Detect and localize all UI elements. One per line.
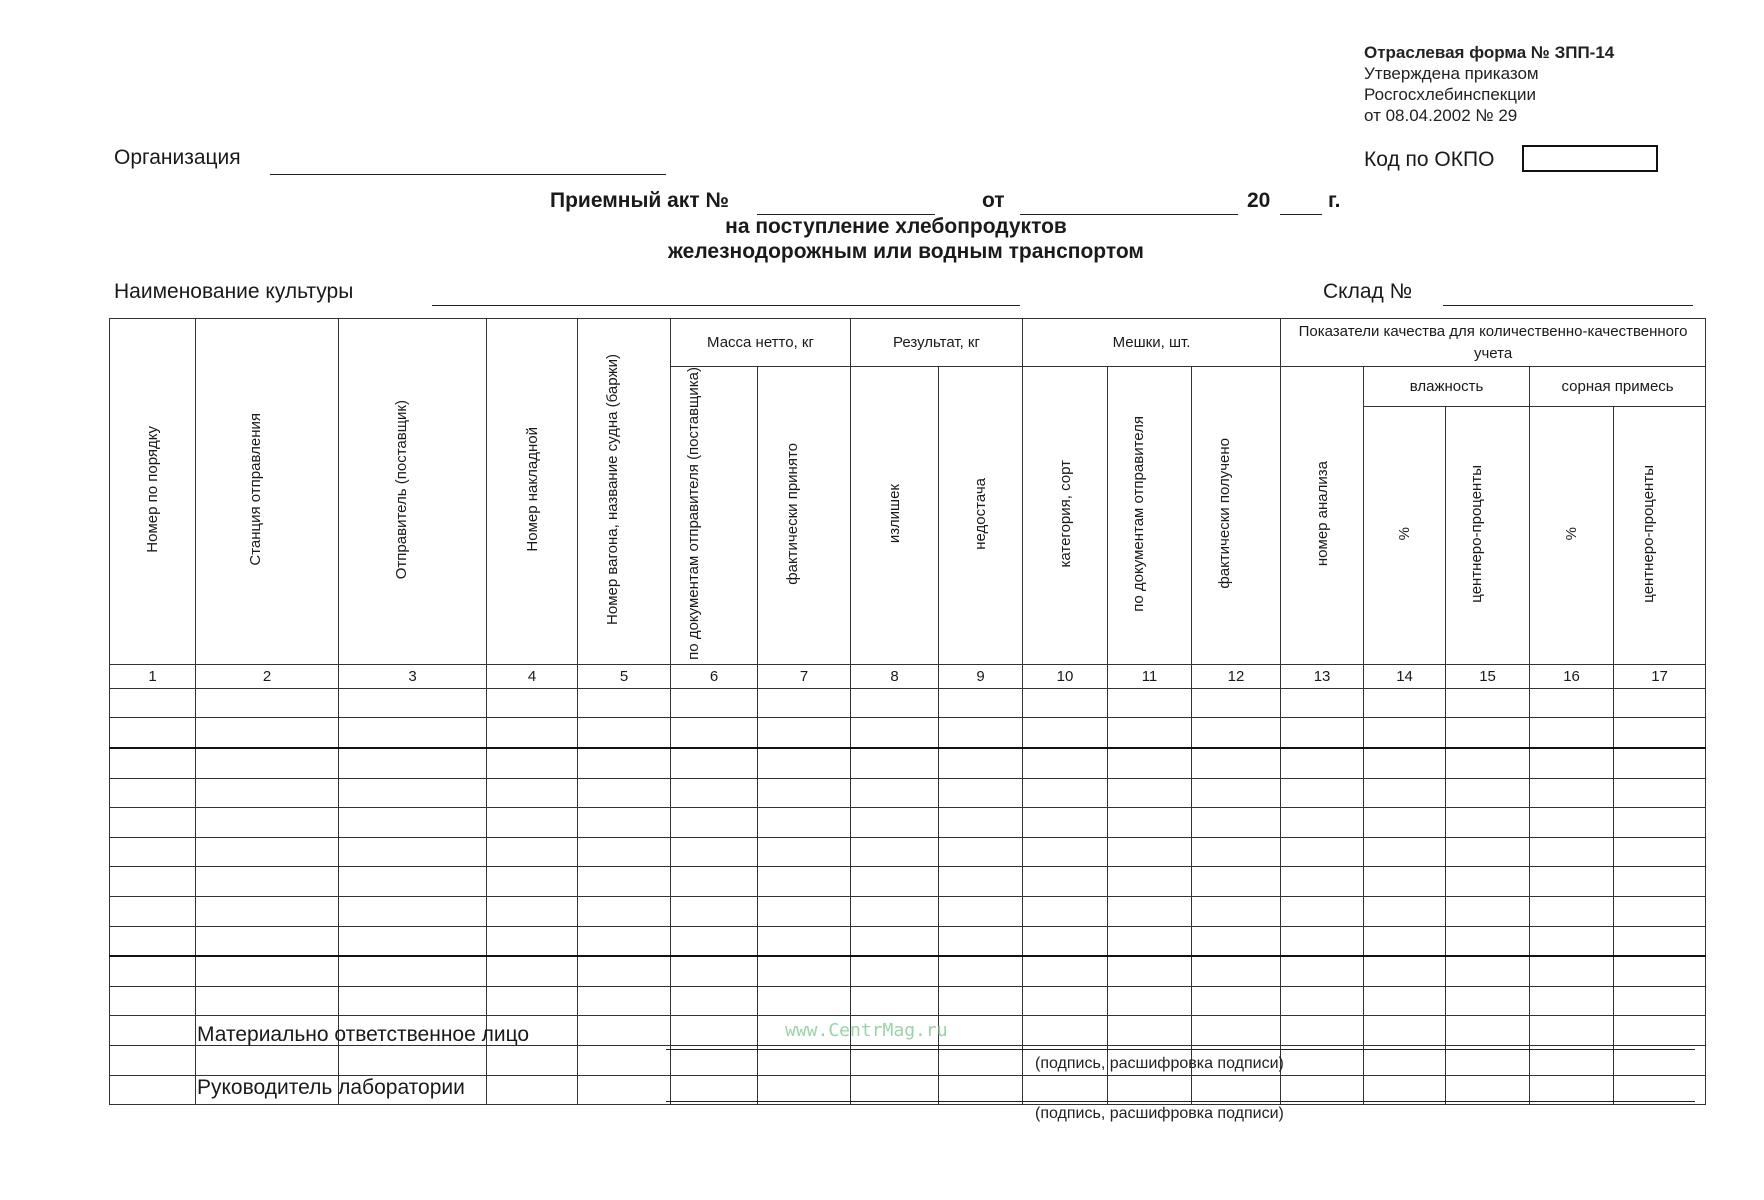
table-cell[interactable] — [1614, 718, 1706, 748]
title-line-2-text: на поступление хлебопродуктов — [725, 215, 1067, 238]
table-cell[interactable] — [1364, 688, 1446, 718]
table-cell[interactable] — [1530, 718, 1614, 748]
table-cell[interactable] — [1446, 986, 1530, 1016]
column-number: 11 — [1108, 664, 1192, 688]
responsible-person-label: Материально ответственное лицо — [197, 1023, 530, 1046]
column-number: 8 — [851, 664, 939, 688]
table-cell[interactable] — [1192, 748, 1281, 778]
column-number: 15 — [1446, 664, 1530, 688]
table-cell[interactable] — [1530, 837, 1614, 867]
table-cell[interactable] — [487, 748, 578, 778]
col-header-17: центнеро-проценты — [1614, 407, 1706, 665]
form-number: Отраслевая форма № ЗПП-14 — [1364, 43, 1615, 62]
table-cell[interactable] — [339, 896, 487, 926]
table-cell[interactable] — [758, 688, 851, 718]
table-cell[interactable] — [671, 926, 758, 956]
table-cell[interactable] — [1108, 688, 1192, 718]
table-cell[interactable] — [1614, 688, 1706, 718]
table-cell[interactable] — [110, 1075, 196, 1105]
table-cell[interactable] — [1281, 688, 1364, 718]
table-cell[interactable] — [110, 1016, 196, 1046]
table-cell[interactable] — [487, 867, 578, 897]
table-cell[interactable] — [671, 748, 758, 778]
column-number: 4 — [487, 664, 578, 688]
signature-caption: (подпись, расшифровка подписи) — [1035, 1105, 1284, 1122]
table-cell[interactable] — [487, 837, 578, 867]
table-cell[interactable] — [851, 808, 939, 838]
col-header-4: Номер накладной — [487, 319, 578, 665]
table-cell[interactable] — [196, 896, 339, 926]
table-cell[interactable] — [939, 718, 1023, 748]
table-cell[interactable] — [939, 778, 1023, 808]
table-cell[interactable] — [110, 718, 196, 748]
table-cell[interactable] — [851, 986, 939, 1016]
table-cell[interactable] — [1192, 956, 1281, 986]
form-approved-line: Утверждена приказом — [1364, 64, 1539, 83]
table-cell[interactable] — [671, 808, 758, 838]
group-header-quality: Показатели качества для количественно-качественного учета — [1281, 319, 1706, 367]
table-cell[interactable] — [487, 926, 578, 956]
table-row — [110, 896, 1706, 926]
table-cell[interactable] — [939, 808, 1023, 838]
table-cell[interactable] — [1192, 778, 1281, 808]
table-cell[interactable] — [1108, 748, 1192, 778]
table-cell[interactable] — [758, 926, 851, 956]
table-cell[interactable] — [578, 956, 671, 986]
table-cell[interactable] — [1281, 718, 1364, 748]
table-cell[interactable] — [1364, 1016, 1446, 1046]
table-cell[interactable] — [758, 808, 851, 838]
table-cell[interactable] — [1192, 926, 1281, 956]
table-row — [110, 808, 1706, 838]
table-cell[interactable] — [1446, 778, 1530, 808]
lab-head-signature-field[interactable] — [666, 1101, 1695, 1102]
table-cell[interactable] — [1614, 896, 1706, 926]
table-cell[interactable] — [758, 748, 851, 778]
table-cell[interactable] — [339, 956, 487, 986]
table-cell[interactable] — [578, 926, 671, 956]
table-cell[interactable] — [851, 956, 939, 986]
col-header-12: фактически получено — [1192, 367, 1281, 665]
table-cell[interactable] — [1281, 867, 1364, 897]
table-cell[interactable] — [578, 1075, 671, 1105]
col-header-1: Номер по порядку — [110, 319, 196, 665]
acceptance-table — [109, 318, 1706, 1105]
okpo-label: Код по ОКПО — [1364, 148, 1495, 171]
year-prefix: 20 — [1247, 189, 1271, 212]
title-line-3-text: железнодорожным или водным транспортом — [668, 240, 1144, 263]
year-suffix: г. — [1328, 189, 1341, 212]
table-cell[interactable] — [487, 1075, 578, 1105]
table-cell[interactable] — [1446, 748, 1530, 778]
table-cell[interactable] — [110, 837, 196, 867]
table-cell[interactable] — [487, 986, 578, 1016]
table-cell[interactable] — [1108, 867, 1192, 897]
table-row — [110, 718, 1706, 748]
title-line-2 — [0, 215, 1764, 239]
column-number: 1 — [110, 664, 196, 688]
table-cell[interactable] — [1023, 808, 1108, 838]
table-cell[interactable] — [110, 986, 196, 1016]
table-cell[interactable] — [671, 1016, 758, 1046]
table-cell[interactable] — [196, 837, 339, 867]
table-cell[interactable] — [110, 956, 196, 986]
table-cell[interactable] — [671, 688, 758, 718]
column-number: 5 — [578, 664, 671, 688]
table-cell[interactable] — [339, 986, 487, 1016]
table-cell[interactable] — [1446, 926, 1530, 956]
table-cell[interactable] — [1192, 837, 1281, 867]
table-cell[interactable] — [487, 1045, 578, 1075]
table-cell[interactable] — [578, 1045, 671, 1075]
table-cell[interactable] — [671, 718, 758, 748]
table-cell[interactable] — [1530, 1016, 1614, 1046]
table-cell[interactable] — [578, 867, 671, 897]
col-header-5: Номер вагона, название судна (баржи) — [578, 319, 671, 665]
table-cell[interactable] — [851, 926, 939, 956]
table-cell[interactable] — [578, 808, 671, 838]
column-numbers-row — [110, 664, 1706, 688]
table-cell[interactable] — [578, 688, 671, 718]
col-header-3: Отправитель (поставщик) — [339, 319, 487, 665]
table-cell[interactable] — [758, 778, 851, 808]
table-cell[interactable] — [1023, 956, 1108, 986]
organization-label: Организация — [114, 146, 241, 169]
table-cell[interactable] — [339, 688, 487, 718]
group-header-bags: Мешки, шт. — [1023, 319, 1281, 367]
column-number: 14 — [1364, 664, 1446, 688]
table-cell[interactable] — [1446, 1016, 1530, 1046]
table-cell[interactable] — [939, 837, 1023, 867]
table-cell[interactable] — [1530, 867, 1614, 897]
table-cell[interactable] — [1023, 688, 1108, 718]
culture-field[interactable] — [432, 305, 1020, 306]
table-cell[interactable] — [1446, 718, 1530, 748]
table-cell[interactable] — [1192, 986, 1281, 1016]
table-cell[interactable] — [939, 1016, 1023, 1046]
table-cell[interactable] — [671, 867, 758, 897]
table-cell[interactable] — [578, 837, 671, 867]
table-cell[interactable] — [1192, 1016, 1281, 1046]
lab-head-label: Руководитель лаборатории — [197, 1076, 465, 1099]
table-cell[interactable] — [1023, 778, 1108, 808]
table-cell[interactable] — [939, 956, 1023, 986]
table-cell[interactable] — [1108, 926, 1192, 956]
table-cell[interactable] — [1446, 867, 1530, 897]
table-cell[interactable] — [110, 778, 196, 808]
table-cell[interactable] — [1192, 718, 1281, 748]
table-cell[interactable] — [1530, 688, 1614, 718]
table-cell[interactable] — [939, 748, 1023, 778]
column-number: 17 — [1614, 664, 1706, 688]
table-cell[interactable] — [1364, 748, 1446, 778]
col-header-9: недостача — [939, 367, 1023, 665]
table-cell[interactable] — [671, 986, 758, 1016]
table-cell[interactable] — [939, 688, 1023, 718]
table-cell[interactable] — [196, 748, 339, 778]
table-cell[interactable] — [196, 688, 339, 718]
table-cell[interactable] — [758, 956, 851, 986]
table-cell[interactable] — [671, 837, 758, 867]
table-cell[interactable] — [851, 896, 939, 926]
table-cell[interactable] — [1364, 926, 1446, 956]
table-cell[interactable] — [939, 867, 1023, 897]
subgroup-impurity: сорная примесь — [1530, 367, 1706, 407]
table-cell[interactable] — [851, 748, 939, 778]
table-cell[interactable] — [339, 808, 487, 838]
table-cell[interactable] — [578, 748, 671, 778]
table-cell[interactable] — [939, 896, 1023, 926]
table-cell[interactable] — [110, 808, 196, 838]
table-cell[interactable] — [1446, 956, 1530, 986]
table-cell[interactable] — [1614, 867, 1706, 897]
table-cell[interactable] — [578, 1016, 671, 1046]
column-number: 9 — [939, 664, 1023, 688]
table-cell[interactable] — [339, 778, 487, 808]
table-cell[interactable] — [851, 718, 939, 748]
table-cell[interactable] — [939, 926, 1023, 956]
table-cell[interactable] — [939, 986, 1023, 1016]
table-cell[interactable] — [487, 896, 578, 926]
table-cell[interactable] — [110, 896, 196, 926]
table-cell[interactable] — [339, 926, 487, 956]
form-info — [1364, 42, 1614, 126]
col-header-13: номер анализа — [1281, 367, 1364, 665]
table-cell[interactable] — [1023, 986, 1108, 1016]
table-row — [110, 986, 1706, 1016]
col-header-2: Станция отправления — [196, 319, 339, 665]
table-cell[interactable] — [1192, 808, 1281, 838]
table-cell[interactable] — [1530, 896, 1614, 926]
table-cell[interactable] — [1281, 748, 1364, 778]
table-cell[interactable] — [1192, 867, 1281, 897]
table-cell[interactable] — [1614, 837, 1706, 867]
group-header-mass: Масса нетто, кг — [671, 319, 851, 367]
table-cell[interactable] — [1530, 986, 1614, 1016]
column-number: 10 — [1023, 664, 1108, 688]
table-cell[interactable] — [339, 748, 487, 778]
table-cell[interactable] — [1364, 986, 1446, 1016]
table-cell[interactable] — [339, 1045, 487, 1075]
table-cell[interactable] — [1281, 986, 1364, 1016]
table-cell[interactable] — [196, 778, 339, 808]
table-cell[interactable] — [1614, 808, 1706, 838]
table-cell[interactable] — [1108, 986, 1192, 1016]
table-row — [110, 837, 1706, 867]
column-number: 16 — [1530, 664, 1614, 688]
table-cell[interactable] — [1192, 896, 1281, 926]
table-cell[interactable] — [196, 926, 339, 956]
table-cell[interactable] — [487, 808, 578, 838]
table-cell[interactable] — [578, 718, 671, 748]
table-row — [110, 748, 1706, 778]
table-cell[interactable] — [1364, 778, 1446, 808]
table-cell[interactable] — [1364, 896, 1446, 926]
form-order-line: от 08.04.2002 № 29 — [1364, 106, 1518, 125]
table-cell[interactable] — [671, 778, 758, 808]
table-cell[interactable] — [758, 896, 851, 926]
table-cell[interactable] — [1446, 896, 1530, 926]
table-cell[interactable] — [1614, 748, 1706, 778]
table-cell[interactable] — [1614, 778, 1706, 808]
column-number: 7 — [758, 664, 851, 688]
table-cell[interactable] — [1023, 867, 1108, 897]
form-authority-line: Росгосхлебинспекции — [1364, 85, 1536, 104]
column-number: 6 — [671, 664, 758, 688]
table-cell[interactable] — [1281, 926, 1364, 956]
table-cell[interactable] — [1108, 718, 1192, 748]
table-cell[interactable] — [1446, 808, 1530, 838]
column-number: 2 — [196, 664, 339, 688]
table-cell[interactable] — [758, 867, 851, 897]
table-cell[interactable] — [578, 778, 671, 808]
col-header-7: фактически принято — [758, 367, 851, 665]
table-cell[interactable] — [1023, 896, 1108, 926]
column-number: 12 — [1192, 664, 1281, 688]
table-cell[interactable] — [1530, 808, 1614, 838]
table-cell[interactable] — [578, 896, 671, 926]
table-cell[interactable] — [487, 718, 578, 748]
table-cell[interactable] — [196, 1045, 339, 1075]
table-row — [110, 778, 1706, 808]
table-cell[interactable] — [1530, 956, 1614, 986]
table-cell[interactable] — [1108, 778, 1192, 808]
warehouse-label: Склад № — [1323, 280, 1413, 303]
table-cell[interactable] — [758, 986, 851, 1016]
table-cell[interactable] — [671, 896, 758, 926]
table-cell[interactable] — [110, 867, 196, 897]
table-cell[interactable] — [1281, 778, 1364, 808]
table-row — [110, 688, 1706, 718]
table-cell[interactable] — [851, 688, 939, 718]
table-cell[interactable] — [1023, 926, 1108, 956]
table-row — [110, 956, 1706, 986]
col-header-14: % — [1364, 407, 1446, 665]
table-cell[interactable] — [1614, 1016, 1706, 1046]
col-header-6: по документам отправителя (поставщика) — [671, 367, 758, 665]
organization-field[interactable] — [270, 174, 666, 175]
table-cell[interactable] — [1108, 837, 1192, 867]
table-cell[interactable] — [339, 867, 487, 897]
table-cell[interactable] — [339, 837, 487, 867]
table-cell[interactable] — [1281, 956, 1364, 986]
table-cell[interactable] — [1530, 778, 1614, 808]
table-cell[interactable] — [1364, 718, 1446, 748]
table-cell[interactable] — [487, 778, 578, 808]
table-cell[interactable] — [1023, 718, 1108, 748]
table-cell[interactable] — [1023, 748, 1108, 778]
table-cell[interactable] — [1364, 867, 1446, 897]
culture-label: Наименование культуры — [114, 280, 354, 303]
table-cell[interactable] — [1192, 688, 1281, 718]
table-cell[interactable] — [1614, 956, 1706, 986]
table-cell[interactable] — [339, 718, 487, 748]
column-number: 13 — [1281, 664, 1364, 688]
table-cell[interactable] — [196, 986, 339, 1016]
table-cell[interactable] — [1446, 688, 1530, 718]
table-cell[interactable] — [1364, 956, 1446, 986]
signature-caption: (подпись, расшифровка подписи) — [1035, 1055, 1284, 1072]
table-cell[interactable] — [1614, 926, 1706, 956]
col-header-8: излишек — [851, 367, 939, 665]
col-header-15: центнеро-проценты — [1446, 407, 1530, 665]
table-cell[interactable] — [671, 956, 758, 986]
col-header-10: категория, сорт — [1023, 367, 1108, 665]
table-cell[interactable] — [1281, 1016, 1364, 1046]
table-cell[interactable] — [1108, 896, 1192, 926]
table-cell[interactable] — [110, 688, 196, 718]
subgroup-humidity: влажность — [1364, 367, 1530, 407]
table-cell[interactable] — [196, 718, 339, 748]
table-cell[interactable] — [758, 718, 851, 748]
date-from-label: от — [982, 189, 1005, 212]
okpo-field[interactable] — [1522, 145, 1658, 172]
column-number: 3 — [339, 664, 487, 688]
table-cell[interactable] — [1364, 837, 1446, 867]
table-cell[interactable] — [196, 808, 339, 838]
table-cell[interactable] — [851, 837, 939, 867]
table-row — [110, 926, 1706, 956]
table-cell[interactable] — [110, 1045, 196, 1075]
table-cell[interactable] — [487, 956, 578, 986]
table-cell[interactable] — [1446, 837, 1530, 867]
table-cell[interactable] — [1614, 986, 1706, 1016]
table-cell[interactable] — [1530, 748, 1614, 778]
table-cell[interactable] — [1281, 808, 1364, 838]
table-cell[interactable] — [1108, 956, 1192, 986]
watermark: www.CentrMag.ru — [785, 1020, 948, 1041]
table-cell[interactable] — [1281, 896, 1364, 926]
responsible-signature-field[interactable] — [666, 1049, 1695, 1050]
table-cell[interactable] — [1108, 1016, 1192, 1046]
table-cell[interactable] — [1023, 1016, 1108, 1046]
group-header-result: Результат, кг — [851, 319, 1023, 367]
table-cell[interactable] — [487, 688, 578, 718]
table-cell[interactable] — [196, 867, 339, 897]
title-line-3 — [0, 240, 1764, 264]
warehouse-field[interactable] — [1443, 305, 1693, 306]
table-cell[interactable] — [110, 926, 196, 956]
table-cell[interactable] — [851, 867, 939, 897]
table-cell[interactable] — [578, 986, 671, 1016]
table-cell[interactable] — [758, 837, 851, 867]
table-cell[interactable] — [1281, 837, 1364, 867]
col-header-16: % — [1530, 407, 1614, 665]
table-cell[interactable] — [1530, 926, 1614, 956]
act-label: Приемный акт № — [550, 189, 729, 212]
table-cell[interactable] — [851, 778, 939, 808]
table-row — [110, 867, 1706, 897]
table-cell[interactable] — [1108, 808, 1192, 838]
table-cell[interactable] — [1364, 808, 1446, 838]
table-cell[interactable] — [196, 956, 339, 986]
table-cell[interactable] — [110, 748, 196, 778]
col-header-11: по документам отправителя — [1108, 367, 1192, 665]
table-cell[interactable] — [1023, 837, 1108, 867]
